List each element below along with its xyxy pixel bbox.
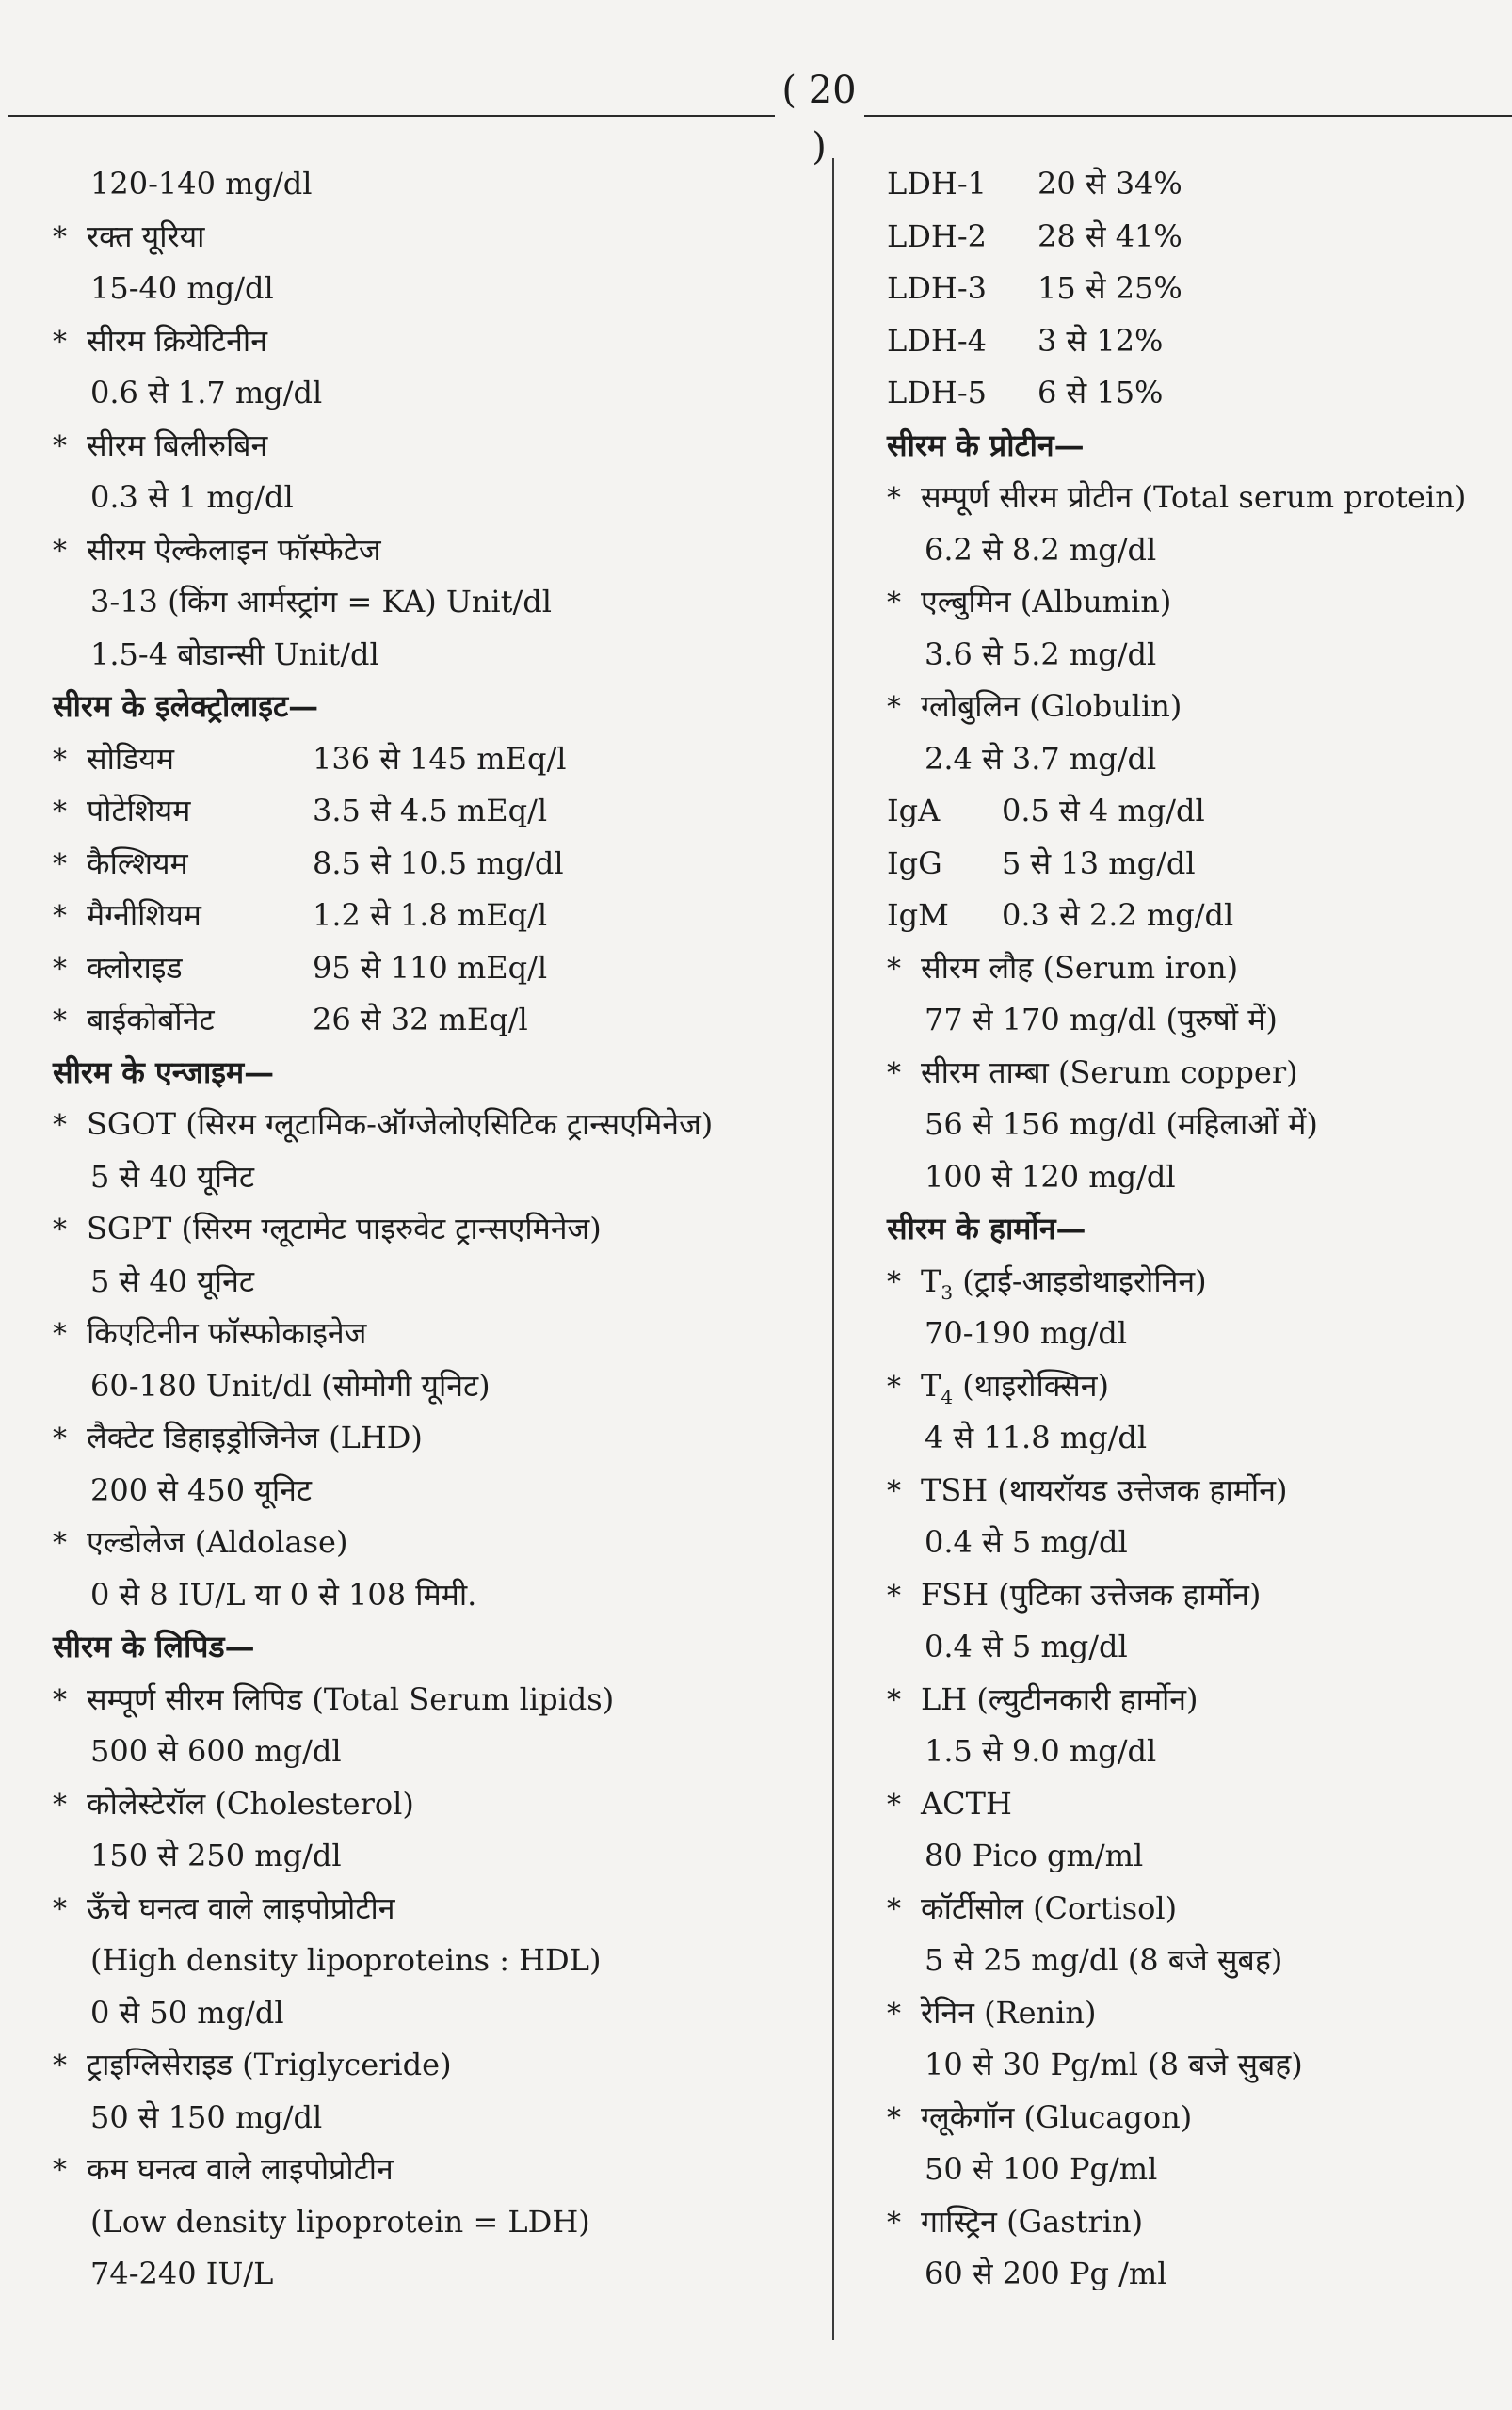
- test-name: कोलेस्टेरॉल (Cholesterol): [87, 1785, 414, 1822]
- reference-value: 56 से 156 mg/dl (महिलाओं में): [925, 1106, 1318, 1142]
- test-item: [887, 1256, 1499, 1309]
- bullet-icon: *: [53, 1213, 67, 1246]
- reference-value: 70-190 mg/dl: [925, 1315, 1128, 1351]
- electrolyte-value: 8.5 से 10.5 mg/dl: [313, 844, 564, 881]
- bullet-icon: *: [53, 429, 67, 463]
- reference-value: 4 से 11.8 mg/dl: [925, 1420, 1148, 1455]
- test-item: [53, 1674, 820, 1727]
- bullet-icon: *: [887, 2206, 901, 2240]
- reference-value: 150 से 250 mg/dl: [90, 1838, 342, 1873]
- bullet-icon: *: [887, 482, 901, 515]
- electrolyte-row: [53, 994, 820, 1047]
- bullet-icon: *: [887, 1683, 901, 1717]
- immunoglobulin-row: [887, 890, 1499, 942]
- test-name: एल्बुमिन (Albumin): [921, 584, 1172, 619]
- immunoglobulin-row: [887, 838, 1499, 891]
- reference-value: 50 से 150 mg/dl: [90, 2098, 323, 2135]
- bullet-icon: *: [53, 1527, 67, 1560]
- test-name: सीरम ऐल्केलाइन फॉस्फेटेज: [87, 531, 381, 568]
- immunoglobulin-name: IgA: [887, 793, 941, 828]
- test-item: [53, 2039, 820, 2092]
- test-name: रक्त यूरिया: [87, 217, 205, 254]
- page-number: ( 20 ): [781, 69, 857, 169]
- electrolyte-name: क्लोराइड: [87, 949, 183, 986]
- reference-value: 3.6 से 5.2 mg/dl: [925, 635, 1157, 672]
- electrolyte-value: 26 से 32 mEq/l: [313, 1002, 528, 1037]
- electrolyte-value: 136 से 145 mEq/l: [313, 740, 567, 777]
- test-item: [53, 315, 820, 368]
- test-name: एल्डोलेज (Aldolase): [87, 1524, 348, 1560]
- page-header: [0, 60, 1512, 169]
- bullet-icon: *: [887, 691, 901, 724]
- test-name: (थाइरोक्सिन): [953, 1367, 1109, 1404]
- test-item: [887, 2092, 1499, 2145]
- test-name-prefix: T: [921, 1262, 941, 1299]
- bullet-icon: *: [53, 2154, 67, 2187]
- test-name: FSH (पुटिका उत्तेजक हार्मोन): [921, 1576, 1262, 1613]
- test-item: [887, 1674, 1499, 1727]
- ldh-row: [887, 158, 1499, 211]
- header-rule-right: [864, 115, 1512, 117]
- test-name-prefix: T: [921, 1367, 941, 1404]
- test-name: TSH (थायरॉयड उत्तेजक हार्मोन): [921, 1471, 1288, 1508]
- section-heading: सीरम के हार्मोन—: [887, 1211, 1086, 1246]
- ldh-row: [887, 211, 1499, 264]
- section-heading: सीरम के लिपिड—: [53, 1629, 255, 1664]
- test-name: LH (ल्युटीनकारी हार्मोन): [921, 1680, 1198, 1717]
- ldh-value: 3 से 12%: [1037, 322, 1164, 359]
- test-name: कॉर्टीसोल (Cortisol): [921, 1889, 1178, 1926]
- reference-value: 120-140 mg/dl: [90, 166, 313, 201]
- test-name: SGPT (सिरम ग्लूटामेट पाइरुवेट ट्रान्सएमिनेज): [87, 1211, 602, 1246]
- reference-value: 60-180 Unit/dl (सोमोगी यूनिट): [90, 1367, 491, 1404]
- test-item: [887, 1360, 1499, 1413]
- bullet-icon: *: [887, 952, 901, 986]
- test-name: सम्पूर्ण सीरम लिपिड (Total Serum lipids): [87, 1680, 615, 1717]
- electrolyte-row: [53, 838, 820, 891]
- reference-value: 0 से 8 IU/L या 0 से 108 मिमी.: [90, 1576, 477, 1613]
- bullet-icon: *: [53, 220, 67, 254]
- test-item: [887, 681, 1499, 733]
- test-item: [887, 1987, 1499, 2040]
- ldh-value: 28 से 41%: [1037, 217, 1182, 254]
- bullet-icon: *: [53, 1318, 67, 1351]
- reference-value: 3-13 (किंग आर्मस्ट्रांग = KA) Unit/dl: [90, 584, 553, 619]
- item-subtitle: (Low density lipoprotein = LDH): [90, 2203, 590, 2240]
- test-item: [887, 1778, 1499, 1831]
- bullet-icon: *: [53, 952, 67, 986]
- bullet-icon: *: [887, 1579, 901, 1613]
- test-name: (ट्राई-आइडोथाइरोनिन): [953, 1262, 1207, 1299]
- section-heading: सीरम के इलेक्ट्रोलाइट—: [53, 688, 319, 724]
- test-name: सीरम बिलीरुबिन: [87, 426, 268, 463]
- electrolyte-row: [53, 733, 820, 786]
- right-column: [887, 158, 1499, 2301]
- electrolyte-name: पोटेशियम: [87, 793, 191, 828]
- ldh-name: LDH-5: [887, 375, 987, 410]
- item-subtitle: (High density lipoproteins : HDL): [90, 1942, 602, 1978]
- immunoglobulin-value: 5 से 13 mg/dl: [1002, 844, 1196, 881]
- bullet-icon: *: [887, 1788, 901, 1822]
- reference-value: 80 Pico gm/ml: [925, 1838, 1144, 1873]
- test-item: [53, 1883, 820, 1936]
- test-item: [53, 1412, 820, 1465]
- ldh-name: LDH-2: [887, 217, 987, 254]
- reference-value: 5 से 25 mg/dl (8 बजे सुबह): [925, 1942, 1283, 1978]
- bullet-icon: *: [53, 900, 67, 933]
- reference-value: 0.4 से 5 mg/dl: [925, 1629, 1128, 1664]
- test-item: [53, 1517, 820, 1569]
- electrolyte-value: 3.5 से 4.5 mEq/l: [313, 793, 548, 828]
- test-item: [887, 472, 1499, 524]
- bullet-icon: *: [887, 1892, 901, 1926]
- reference-value: 0.6 से 1.7 mg/dl: [90, 375, 323, 410]
- immunoglobulin-name: IgM: [887, 897, 949, 933]
- test-item: [887, 2196, 1499, 2249]
- reference-value: 50 से 100 Pg/ml: [925, 2151, 1158, 2187]
- section-heading: सीरम के एन्जाइम—: [53, 1053, 275, 1090]
- electrolyte-row: [53, 942, 820, 995]
- immunoglobulin-name: IgG: [887, 844, 942, 881]
- test-name: कम घनत्व वाले लाइपोप्रोटीन: [87, 2151, 394, 2187]
- test-item: [53, 524, 820, 577]
- reference-value: 0.4 से 5 mg/dl: [925, 1524, 1128, 1560]
- test-item: [53, 1099, 820, 1151]
- test-name: ग्लूकेगॉन (Glucagon): [921, 2098, 1193, 2135]
- reference-value: 2.4 से 3.7 mg/dl: [925, 740, 1157, 777]
- test-name-subscript: 4: [941, 1385, 954, 1408]
- ldh-row: [887, 263, 1499, 315]
- test-item: [53, 1308, 820, 1360]
- test-name: SGOT (सिरम ग्लूटामिक-ऑग्जेलोएसिटिक ट्रान्सएमिनेज): [87, 1106, 714, 1142]
- test-name: सम्पूर्ण सीरम प्रोटीन (Total serum protein): [921, 479, 1467, 515]
- bullet-icon: *: [53, 1004, 67, 1037]
- immunoglobulin-value: 0.5 से 4 mg/dl: [1002, 793, 1205, 828]
- electrolyte-name: मैग्नीशियम: [87, 897, 201, 933]
- test-name: किएटिनीन फॉस्फोकाइनेज: [87, 1315, 367, 1351]
- left-column: [53, 158, 820, 2301]
- reference-value: 1.5 से 9.0 mg/dl: [925, 1733, 1157, 1769]
- test-item: [887, 576, 1499, 629]
- immunoglobulin-value: 0.3 से 2.2 mg/dl: [1002, 897, 1234, 933]
- column-divider: [832, 158, 834, 2340]
- header-rule-left: [8, 115, 775, 117]
- bullet-icon: *: [887, 1370, 901, 1404]
- test-name: रेनिन (Renin): [921, 1994, 1097, 2031]
- test-name: ACTH: [921, 1785, 1012, 1822]
- test-name: गास्ट्रिन (Gastrin): [921, 2203, 1144, 2240]
- electrolyte-name: बाईकोर्बोनेट: [87, 1002, 215, 1037]
- ldh-row: [887, 315, 1499, 368]
- test-name: सीरम ताम्बा (Serum copper): [921, 1053, 1298, 1090]
- test-item: [53, 1778, 820, 1831]
- electrolyte-name: सोडियम: [87, 740, 175, 777]
- ldh-name: LDH-4: [887, 322, 987, 359]
- bullet-icon: *: [53, 1422, 67, 1455]
- ldh-value: 15 से 25%: [1037, 270, 1182, 306]
- reference-value: 10 से 30 Pg/ml (8 बजे सुबह): [925, 2047, 1303, 2082]
- test-name: ट्राइग्लिसेराइड (Triglyceride): [87, 2047, 452, 2082]
- electrolyte-value: 1.2 से 1.8 mEq/l: [313, 897, 548, 933]
- bullet-icon: *: [887, 586, 901, 619]
- reference-value: 200 से 450 यूनिट: [90, 1471, 313, 1508]
- reference-value: 0 से 50 mg/dl: [90, 1994, 284, 2031]
- electrolyte-value: 95 से 110 mEq/l: [313, 949, 548, 986]
- test-name: ग्लोबुलिन (Globulin): [921, 688, 1182, 724]
- ldh-value: 20 से 34%: [1037, 166, 1182, 201]
- reference-value: 6.2 से 8.2 mg/dl: [925, 531, 1157, 568]
- test-name: लैक्टेट डिहाइड्रोजिनेज (LHD): [87, 1420, 423, 1455]
- bullet-icon: *: [887, 2101, 901, 2135]
- ldh-value: 6 से 15%: [1037, 375, 1164, 410]
- bullet-icon: *: [53, 325, 67, 359]
- bullet-icon: *: [53, 534, 67, 568]
- reference-value: 500 से 600 mg/dl: [90, 1733, 342, 1769]
- test-item: [53, 420, 820, 473]
- ldh-name: LDH-3: [887, 270, 987, 306]
- electrolyte-name: कैल्शियम: [87, 844, 188, 881]
- test-item: [53, 211, 820, 264]
- immunoglobulin-row: [887, 785, 1499, 838]
- bullet-icon: *: [53, 1788, 67, 1822]
- reference-value: 5 से 40 यूनिट: [90, 1262, 254, 1299]
- bullet-icon: *: [53, 2049, 67, 2082]
- electrolyte-row: [53, 785, 820, 838]
- bullet-icon: *: [887, 1265, 901, 1299]
- section-heading: सीरम के प्रोटीन—: [887, 426, 1085, 463]
- test-name-subscript: 3: [941, 1280, 954, 1304]
- bullet-icon: *: [53, 1892, 67, 1926]
- reference-value: 0.3 से 1 mg/dl: [90, 479, 294, 515]
- test-name: ऊँचे घनत्व वाले लाइपोप्रोटीन: [87, 1889, 395, 1926]
- bullet-icon: *: [887, 1474, 901, 1508]
- test-name: सीरम क्रियेटिनीन: [87, 322, 267, 359]
- ldh-row: [887, 367, 1499, 420]
- ldh-name: LDH-1: [887, 166, 987, 201]
- test-item: [53, 2144, 820, 2196]
- test-item: [887, 1465, 1499, 1518]
- test-item: [887, 1047, 1499, 1100]
- reference-value: 15-40 mg/dl: [90, 270, 274, 306]
- test-item: [887, 942, 1499, 995]
- reference-value: 60 से 200 Pg /ml: [925, 2256, 1167, 2291]
- bullet-icon: *: [887, 1997, 901, 2031]
- bullet-icon: *: [53, 1683, 67, 1717]
- reference-value: 100 से 120 mg/dl: [925, 1158, 1176, 1195]
- test-name: सीरम लौह (Serum iron): [921, 949, 1239, 986]
- bullet-icon: *: [53, 1109, 67, 1142]
- reference-value: 77 से 170 mg/dl (पुरुषों में): [925, 1002, 1278, 1037]
- reference-value: 5 से 40 यूनिट: [90, 1158, 254, 1195]
- test-item: [887, 1883, 1499, 1936]
- bullet-icon: *: [53, 795, 67, 828]
- bullet-icon: *: [53, 847, 67, 881]
- bullet-icon: *: [53, 743, 67, 777]
- reference-value: 74-240 IU/L: [90, 2256, 274, 2291]
- reference-value: 1.5-4 बोडान्सी Unit/dl: [90, 635, 379, 672]
- bullet-icon: *: [887, 1056, 901, 1090]
- test-item: [887, 1569, 1499, 1622]
- test-item: [53, 1203, 820, 1256]
- electrolyte-row: [53, 890, 820, 942]
